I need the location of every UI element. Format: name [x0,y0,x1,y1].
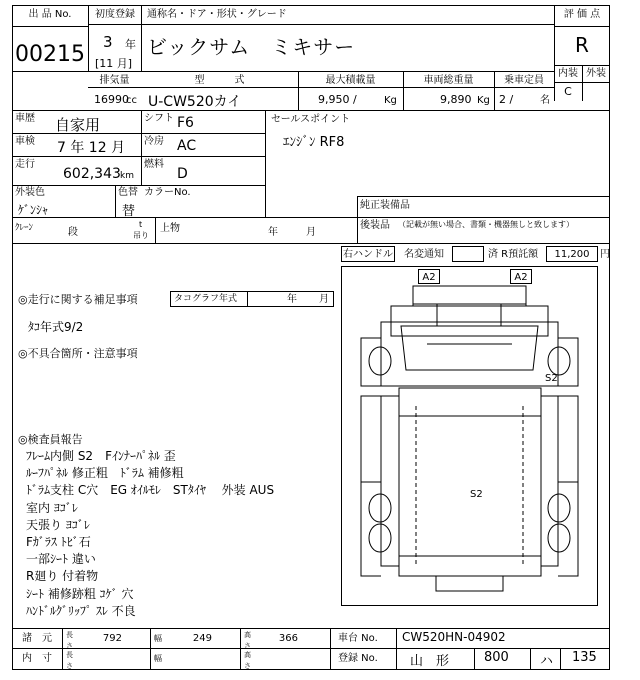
divider [560,648,561,670]
divider [12,185,265,186]
tachograph-month: 月 [319,294,329,305]
divider [330,628,331,670]
defects-title: ◎不具合箇所・注意事項 [18,347,138,360]
recycle-label: 済 R預託額 [488,249,539,260]
report-line: ﾄﾞﾗﾑ支柱 C穴 EG ｵｲﾙﾓﾚ STﾀｲﾔ 外装 AUS [26,483,275,498]
truck-diagram [341,266,598,606]
gross-weight-value: 9,890 [440,93,472,106]
mark-s2-center: S2 [470,489,483,500]
max-load-value: 9,950 / [318,93,357,106]
first-reg-year-unit: 年 [125,38,136,51]
capacity-value: 2 / [499,93,514,106]
type-value: U-CW520カイ [148,94,242,110]
mileage-value: 602,343 [63,166,121,182]
displacement-value: 16990 [94,93,129,106]
displacement-label: 排気量 [99,75,130,86]
aftermarket-label: 後装品 [360,220,390,231]
inspector-title: ◎検査員報告 [18,433,83,446]
divider [357,196,610,197]
divider [115,185,116,217]
first-reg-month: [11 月] [95,57,133,70]
color-value: ｹﾞﾝｼｬ [18,203,49,217]
divider [88,87,554,88]
driving-note: ﾀｺ年式9/2 [28,320,84,334]
divider [12,133,265,134]
inner-height-label: 高さ [244,651,251,670]
width-label: 幅 [154,634,162,643]
divider [12,628,610,629]
reg-number: 135 [572,650,597,665]
report-line: ﾌﾚｰﾑ内側 S2 Fｲﾝﾅｰﾊﾟﾈﾙ 歪 [26,449,176,463]
deck-month: 月 [306,227,316,238]
inner-label: 内 寸 [22,653,52,664]
divider [141,5,142,71]
sales-point-label: セールスポイント [271,114,351,125]
report-line: R廻り 付着物 [26,569,99,584]
reg-region: 山 形 [410,654,450,669]
divider [141,110,142,185]
report-line: 一部ｼｰﾄ 違い [26,552,96,567]
report-line: 天張り ﾖｺﾞﾚ [26,517,90,532]
inspection-value: 7 年 12 月 [57,140,126,156]
name-change-label: 名変通知 [404,249,444,260]
type-label: 型 式 [194,75,245,86]
length-label: 長さ [66,631,73,650]
chassis-value: CW520HN-04902 [402,630,506,644]
reg-kana: ハ [540,654,554,669]
tachograph-year: 年 [287,294,297,305]
divider [12,26,88,27]
capacity-label: 乗車定員 [504,75,544,86]
color-no-label: カラーNo. [144,187,191,198]
reg-label: 登録 No. [338,653,378,664]
divider [12,110,610,111]
lot-label: 出 品 No. [28,9,72,20]
model-name: ビックサム ミキサー [147,35,356,59]
sales-point-value: ｴﾝｼﾞﾝ RF8 [283,135,345,150]
grade-label: 評 価 点 [563,9,601,20]
deck-label: 上物 [160,223,180,234]
mileage-unit: km [120,171,134,181]
spec-label: 諸 元 [22,633,52,644]
divider [240,628,241,670]
chassis-label: 車台 No. [338,633,378,644]
reg-class: 800 [484,650,509,665]
displacement-unit: cc [126,95,137,106]
height-value: 366 [278,633,298,644]
divider [530,648,531,670]
crane-label: ｸﾚｰﾝ [15,223,34,233]
inner-length-label: 長さ [66,651,73,670]
divider [12,217,610,218]
exterior-grade-label: 外装 [586,68,606,79]
divider [12,243,610,244]
mark-a2-left-label: A2 [422,272,436,283]
report-line: ﾊﾝﾄﾞﾙｸﾞﾘｯﾌﾟ ｽﾚ 不良 [26,603,136,618]
report-line: ｼｰﾄ 補修跡粗 ｺｹﾞ 穴 [26,586,134,601]
ac-label: 冷房 [144,136,164,147]
mileage-label: 走行 [15,159,35,170]
shift-value: F6 [177,115,194,131]
divider [247,291,248,307]
mark-a2-right-label: A2 [514,272,528,283]
tachograph-label: タコグラフ年式 [174,294,238,304]
divider [12,156,265,157]
crane-steps: 段 [68,227,78,238]
inspector-report [26,448,274,620]
mark-s2-top: S2 [545,373,558,384]
divider [150,628,151,670]
history-value: 自家用 [55,116,101,134]
inspection-label: 車検 [15,136,35,147]
color-label: 外装色 [15,187,45,198]
divider [12,648,610,649]
length-value: 792 [102,633,122,644]
width-value: 249 [192,633,212,644]
max-load-unit: Kg [384,95,397,106]
interior-grade-label: 内装 [558,68,578,79]
first-reg-label: 初度登録 [95,9,135,20]
genuine-label: 純正装備品 [360,200,410,211]
crane-lift: 吊り [133,231,149,240]
divider [357,196,358,243]
history-label: 車歴 [15,113,35,124]
divider [554,26,610,27]
capacity-unit: 名 [540,95,550,106]
divider [88,5,89,71]
name-change-box [452,246,484,262]
grade-value: R [575,33,589,57]
divider [474,648,475,670]
color-change-label: 色替 [118,187,138,198]
model-header-label: 通称名・ドア・形状・グレード [147,9,287,20]
height-label: 高さ [244,631,251,650]
report-line: 室内 ﾖｺﾞﾚ [26,500,78,515]
divider [396,628,397,670]
ac-value: AC [177,138,197,154]
inner-width-label: 幅 [154,654,162,663]
divider [155,217,156,243]
deck-year: 年 [268,227,278,238]
recycle-amount: 11,200 [554,249,590,260]
driving-title: ◎走行に関する補足事項 [18,293,138,306]
shift-label: シフト [144,113,174,124]
report-line: Fｶﾞﾗｽ ﾄﾋﾞ石 [26,535,91,550]
interior-grade-value: C [564,85,572,98]
crane-tons: t [139,220,143,229]
color-change-value: 替 [122,204,136,219]
fuel-label: 燃料 [144,159,164,170]
lot-number: 00215 [15,42,85,67]
divider [62,628,63,670]
aftermarket-note: （記載が無い場合、書類・機器無しと致します） [398,220,574,229]
divider [12,71,554,72]
handle-value: 右ハンドル [343,249,393,260]
gross-weight-label: 車両総重量 [423,75,474,86]
recycle-unit: 円 [600,249,610,260]
first-reg-year: 3 [103,33,113,51]
report-line: ﾙｰﾌﾊﾟﾈﾙ 修正粗 ﾄﾞﾗﾑ 補修粗 [26,466,184,481]
divider [88,24,554,25]
fuel-value: D [177,166,188,182]
gross-weight-unit: Kg [477,95,490,106]
max-load-label: 最大積載量 [325,75,376,86]
divider [265,110,266,217]
